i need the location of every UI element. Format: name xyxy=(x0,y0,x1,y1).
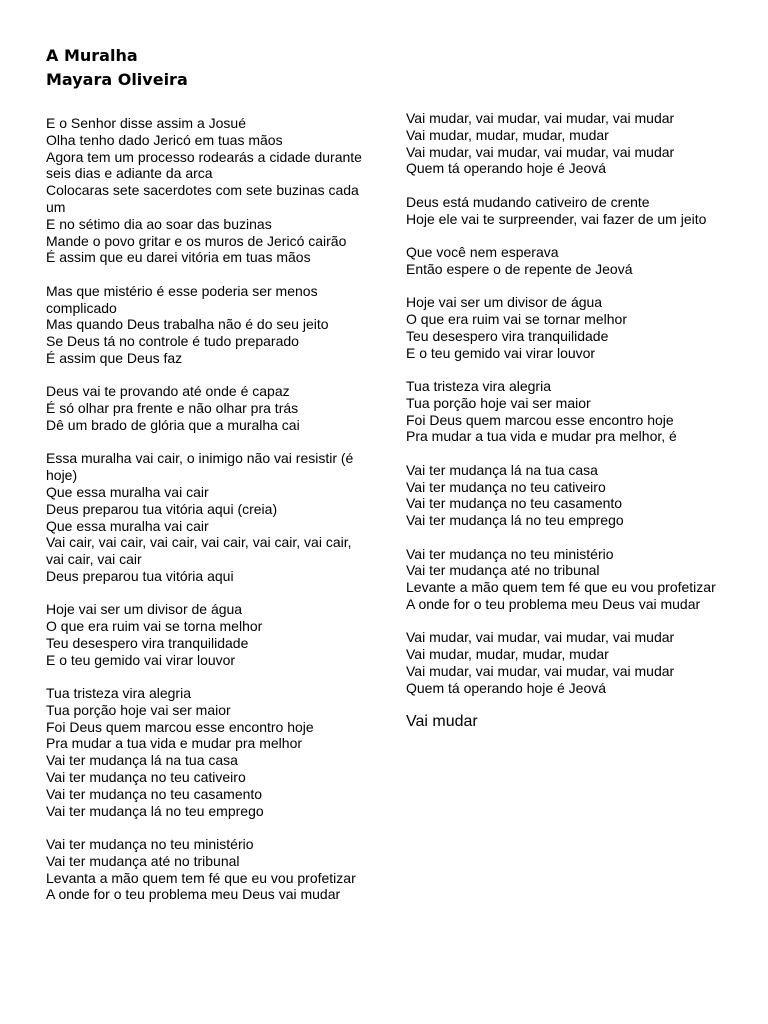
stanza xyxy=(46,836,368,903)
lyric-line: Hoje vai ser um divisor de água xyxy=(46,601,243,618)
lyric-line: Vai ter mudança no teu casamento xyxy=(406,495,623,512)
lyric-line: Vai ter mudança lá no teu emprego xyxy=(406,512,624,529)
stanza xyxy=(46,383,368,433)
lyric-line: Vai ter mudança lá no teu emprego xyxy=(46,802,264,819)
closing-line: Vai mudar xyxy=(406,713,478,731)
lyric-line: E o Senhor disse assim a Josué xyxy=(46,115,246,131)
lyric-line: Mande o povo gritar e os muros de Jericó cairão xyxy=(46,232,347,249)
lyric-line: Tua tristeza vira alegria xyxy=(406,377,551,394)
lyric-line: Olha tenho dado Jericó em tuas mãos xyxy=(46,131,283,148)
stanza xyxy=(46,283,368,367)
lyric-line: Hoje vai ser um divisor de água xyxy=(406,294,603,311)
lyric-line: Que essa muralha vai cair xyxy=(46,517,209,534)
lyric-line: Hoje ele vai te surpreender, vai fazer de um jeito xyxy=(406,210,707,227)
lyric-line: Deus está mudando cativeiro de crente xyxy=(406,193,650,210)
lyric-line: Vai ter mudança no teu ministério xyxy=(46,836,254,853)
lyric-line: Vai mudar, mudar, mudar, mudar xyxy=(406,126,609,143)
lyric-line: Mas que mistério é esse poderia ser menos complicado xyxy=(46,282,318,316)
stanza xyxy=(406,462,718,529)
lyric-line: Quem tá operando hoje é Jeová xyxy=(406,160,607,177)
stanza xyxy=(46,601,368,668)
lyric-line: Vai ter mudança no teu ministério xyxy=(406,545,614,562)
stanza xyxy=(406,194,718,228)
song-title: A Muralha xyxy=(46,46,138,65)
lyric-line: Teu desespero vira tranquilidade xyxy=(406,327,609,344)
lyric-line: Vai ter mudança no teu casamento xyxy=(46,785,263,802)
lyric-line: Vai ter mudança lá na tua casa xyxy=(46,752,238,769)
lyric-line: É assim que Deus faz xyxy=(46,349,183,366)
lyric-line: Vai mudar, mudar, mudar, mudar xyxy=(406,646,609,663)
lyric-line: Levante a mão quem tem fé que eu vou profetizar xyxy=(406,579,716,596)
lyric-line: Vai ter mudança até no tribunal xyxy=(46,852,240,869)
lyric-line: É assim que eu darei vitória em tuas mãos xyxy=(46,249,311,266)
lyric-line: Então espere o de repente de Jeová xyxy=(406,260,633,277)
stanza xyxy=(46,115,368,266)
lyric-line: Pra mudar a tua vida e mudar pra melhor, é xyxy=(406,428,677,445)
lyric-line: Vai mudar, vai mudar, vai mudar, vai mudar xyxy=(406,143,675,160)
lyric-line: Vai cair, vai cair, vai cair, vai cair, vai cair, vai cair, vai cair, vai cair xyxy=(46,534,352,568)
lyric-line: Vai ter mudança no teu cativeiro xyxy=(46,769,246,786)
lyric-line: Vai mudar, vai mudar, vai mudar, vai mudar xyxy=(406,662,675,679)
lyric-line: Vai mudar, vai mudar, vai mudar, vai mudar xyxy=(406,629,675,646)
lyric-line: Vai ter mudança lá na tua casa xyxy=(406,461,598,478)
lyric-line: E o teu gemido vai virar louvor xyxy=(406,344,596,361)
stanza xyxy=(46,685,368,819)
lyric-line: Se Deus tá no controle é tudo preparado xyxy=(46,333,299,350)
lyric-line: Teu desespero vira tranquilidade xyxy=(46,634,249,651)
lyric-line: Levanta a mão quem tem fé que eu vou profetizar xyxy=(46,869,356,886)
lyric-line: Dê um brado de glória que a muralha cai xyxy=(46,416,300,433)
lyric-line: Tua porção hoje vai ser maior xyxy=(46,701,231,718)
lyric-line: E o teu gemido vai virar louvor xyxy=(46,651,236,668)
lyrics-right-column xyxy=(406,110,718,732)
lyric-line: E no sétimo dia ao soar das buzinas xyxy=(46,215,272,232)
lyric-line: Vai mudar, vai mudar, vai mudar, vai mudar xyxy=(406,110,675,126)
stanza xyxy=(406,546,718,613)
song-artist: Mayara Oliveira xyxy=(46,70,188,89)
lyric-line: Vai ter mudança no teu cativeiro xyxy=(406,478,606,495)
lyric-line: É só olhar pra frente e não olhar pra trás xyxy=(46,400,299,417)
stanza xyxy=(46,450,368,584)
lyric-line: Colocaras sete sacerdotes com sete buzinas cada um xyxy=(46,182,359,215)
stanza xyxy=(406,378,718,445)
lyric-line: A onde for o teu problema meu Deus vai mudar xyxy=(406,595,701,612)
lyrics-right-stanzas xyxy=(406,110,718,696)
lyric-line: Foi Deus quem marcou esse encontro hoje xyxy=(406,411,674,428)
stanza xyxy=(406,294,718,361)
lyric-line: Essa muralha vai cair, o inimigo não vai resistir (é hoje) xyxy=(46,450,354,484)
lyric-line: Tua tristeza vira alegria xyxy=(46,685,191,702)
lyric-line: Vai ter mudança até no tribunal xyxy=(406,562,600,579)
stanza xyxy=(406,110,718,177)
lyric-line: Que essa muralha vai cair xyxy=(46,483,209,500)
lyric-line: Deus preparou tua vitória aqui (creia) xyxy=(46,500,278,517)
song-header xyxy=(46,44,188,92)
lyric-line: O que era ruim vai se tornar melhor xyxy=(406,310,627,327)
lyric-line: Deus vai te provando até onde é capaz xyxy=(46,383,290,400)
lyrics-left-column xyxy=(46,115,368,920)
lyric-line: O que era ruim vai se torna melhor xyxy=(46,618,263,635)
lyric-line: A onde for o teu problema meu Deus vai mudar xyxy=(46,886,341,903)
lyric-line: Deus preparou tua vitória aqui xyxy=(46,567,234,584)
lyric-line: Quem tá operando hoje é Jeová xyxy=(406,679,607,696)
lyric-line: Agora tem um processo rodearás a cidade durante seis dias e adiante da arca xyxy=(46,148,362,182)
stanza xyxy=(406,244,718,278)
lyric-line: Mas quando Deus trabalha não é do seu jeito xyxy=(46,316,329,333)
lyric-line: Que você nem esperava xyxy=(406,243,559,260)
lyric-line: Foi Deus quem marcou esse encontro hoje xyxy=(46,718,314,735)
lyric-line: Pra mudar a tua vida e mudar pra melhor xyxy=(46,735,303,752)
lyric-line: Tua porção hoje vai ser maior xyxy=(406,394,591,411)
stanza xyxy=(406,629,718,696)
